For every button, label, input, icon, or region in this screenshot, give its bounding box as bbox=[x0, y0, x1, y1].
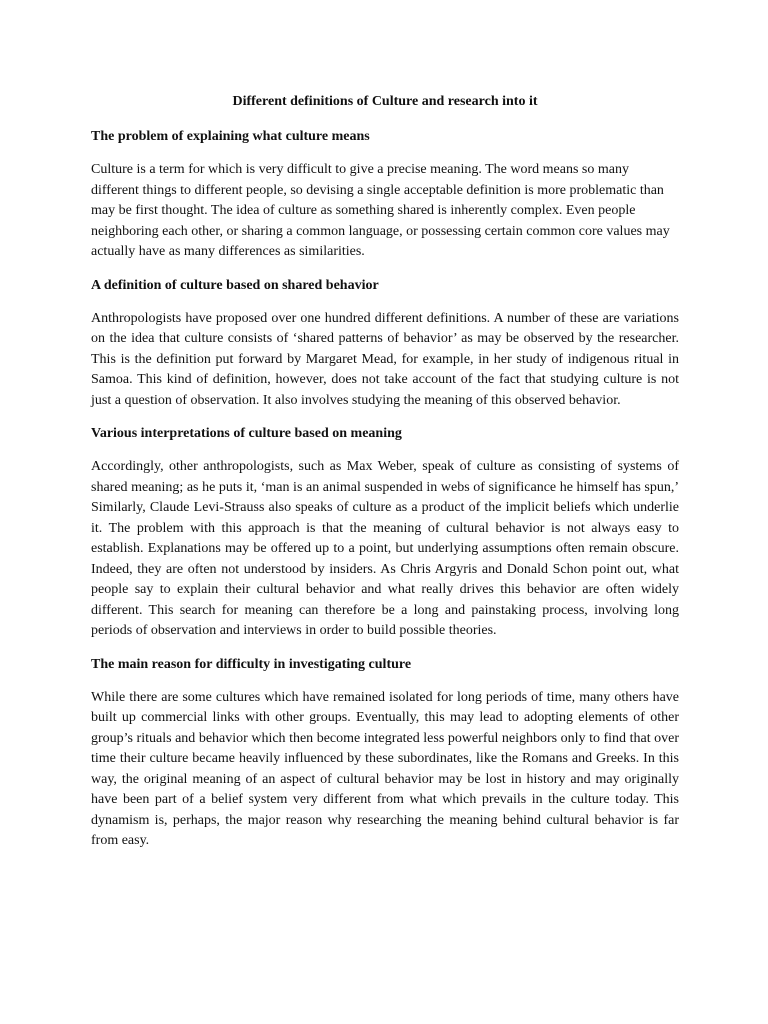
section-heading-shared-behavior: A definition of culture based on shared behavior bbox=[91, 277, 379, 293]
section-paragraph-meaning: Accordingly, other anthropologists, such as Max Weber, speak of culture as consisting of systems of shared meaning; as he puts it, ‘man is an animal suspended in webs of significance he himself has spun,’ Similarly, Claude Levi-Strauss also speaks of culture as a product of the implicit beliefs which underlie it. The problem with this approach is that the meaning of cultural behavior is not always easy to establish. Explanations may be offered up to a point, but underlying assumptions often remain obscure. Indeed, they are often not understood by insiders. As Chris Argyris and Donald Schon point out, what people say to explain their cultural behavior and what really drives this behavior are often widely different. This search for meaning can therefore be a long and painstaking process, involving long periods of observation and interviews in order to build possible theories. bbox=[91, 459, 679, 638]
section-heading-difficulty: The main reason for difficulty in investigating culture bbox=[91, 656, 412, 672]
section-paragraph-problem: Culture is a term for which is very difficult to give a precise meaning. The word means so many different things to different people, so devising a single acceptable definition is more problematic than may be first thought. The idea of culture as something shared is inherently complex. Even people neighboring each other, or sharing a common language, or possessing certain common core values may actually have as many differences as similarities. bbox=[91, 162, 670, 259]
section-heading-meaning: Various interpretations of culture based on meaning bbox=[91, 426, 402, 441]
document-title: Different definitions of Culture and research into it bbox=[232, 94, 538, 109]
document-body bbox=[91, 92, 679, 865]
section-paragraph-difficulty: While there are some cultures which have remained isolated for long periods of time, many others have built up commercial links with other groups. Eventually, this may lead to adopting elements of other group’s rituals and behavior which then become integrated less powerful neighbors only to find that over time their culture became heavily influenced by these subordinates, like the Romans and Greeks. In this way, the original meaning of an aspect of cultural behavior may be lost in history and may originally have been part of a belief system very different from what which prevails in the culture today. This dynamism is, perhaps, the major reason why researching the meaning behind cultural behavior is far from easy. bbox=[91, 689, 679, 848]
section-paragraph-shared-behavior: Anthropologists have proposed over one hundred different definitions. A number of these are variations on the idea that culture consists of ‘shared patterns of behavior’ as may be observed by the researcher. This is the definition put forward by Margaret Mead, for example, in her study of indigenous ritual in Samoa. This kind of definition, however, does not take account of the fact that studying culture is not just a question of observation. It also involves studying the meaning of this observed behavior. bbox=[91, 310, 679, 408]
section-heading-problem: The problem of explaining what culture means bbox=[91, 129, 370, 144]
